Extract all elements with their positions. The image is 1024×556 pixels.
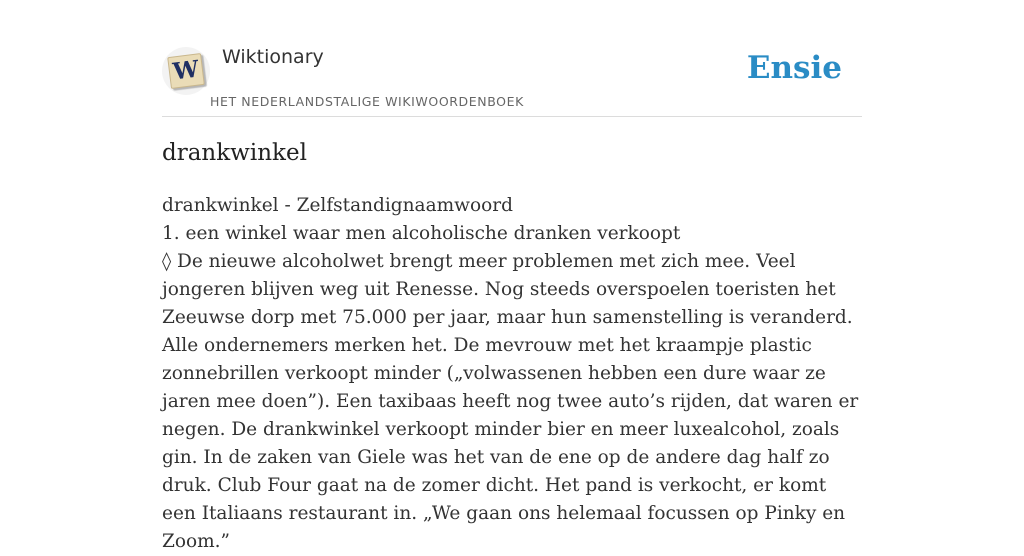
site-name[interactable]: Wiktionary: [222, 46, 324, 68]
entry-content: [162, 192, 864, 556]
ensie-brand-logo[interactable]: Ensie: [746, 50, 842, 86]
site-tagline: HET NEDERLANDSTALIGE WIKIWOORDENBOEK: [210, 94, 524, 109]
wiktionary-logo[interactable]: [162, 47, 210, 95]
site-header: [162, 0, 862, 117]
example-text: ◊ De nieuwe alcoholwet brengt meer problemen met zich mee. Veel jongeren blijven weg uit Renesse. Nog steeds overspoelen toeristen het Zeeuwse dorp met 75.000 per jaar, maar hun samenstelling is veranderd. Alle ondernemers merken het. De mevrouw met het kraampje plastic zonnebrillen verkoopt minder („volwassenen hebben een dure waar ze jaren mee doen”). Een taxibaas heeft nog twee auto’s rijden, dat waren er negen. De drankwinkel verkoopt minder bier en meer luxealcohol, zoals gin. In de zaken van Giele was het van de ene op de andere dag half zo druk. Club Four gaat na de zomer dicht. Het pand is verkocht, er komt een Italiaans restaurant in. „We gaan ons helemaal focussen op Pinky en Zoom.”: [162, 251, 859, 552]
page-title: drankwinkel: [162, 140, 307, 166]
wiktionary-logo-icon: W: [167, 53, 205, 89]
definition: 1. een winkel waar men alcoholische dranken verkoopt: [162, 223, 681, 244]
word-type-line: drankwinkel - Zelfstandignaamwoord: [162, 195, 513, 216]
